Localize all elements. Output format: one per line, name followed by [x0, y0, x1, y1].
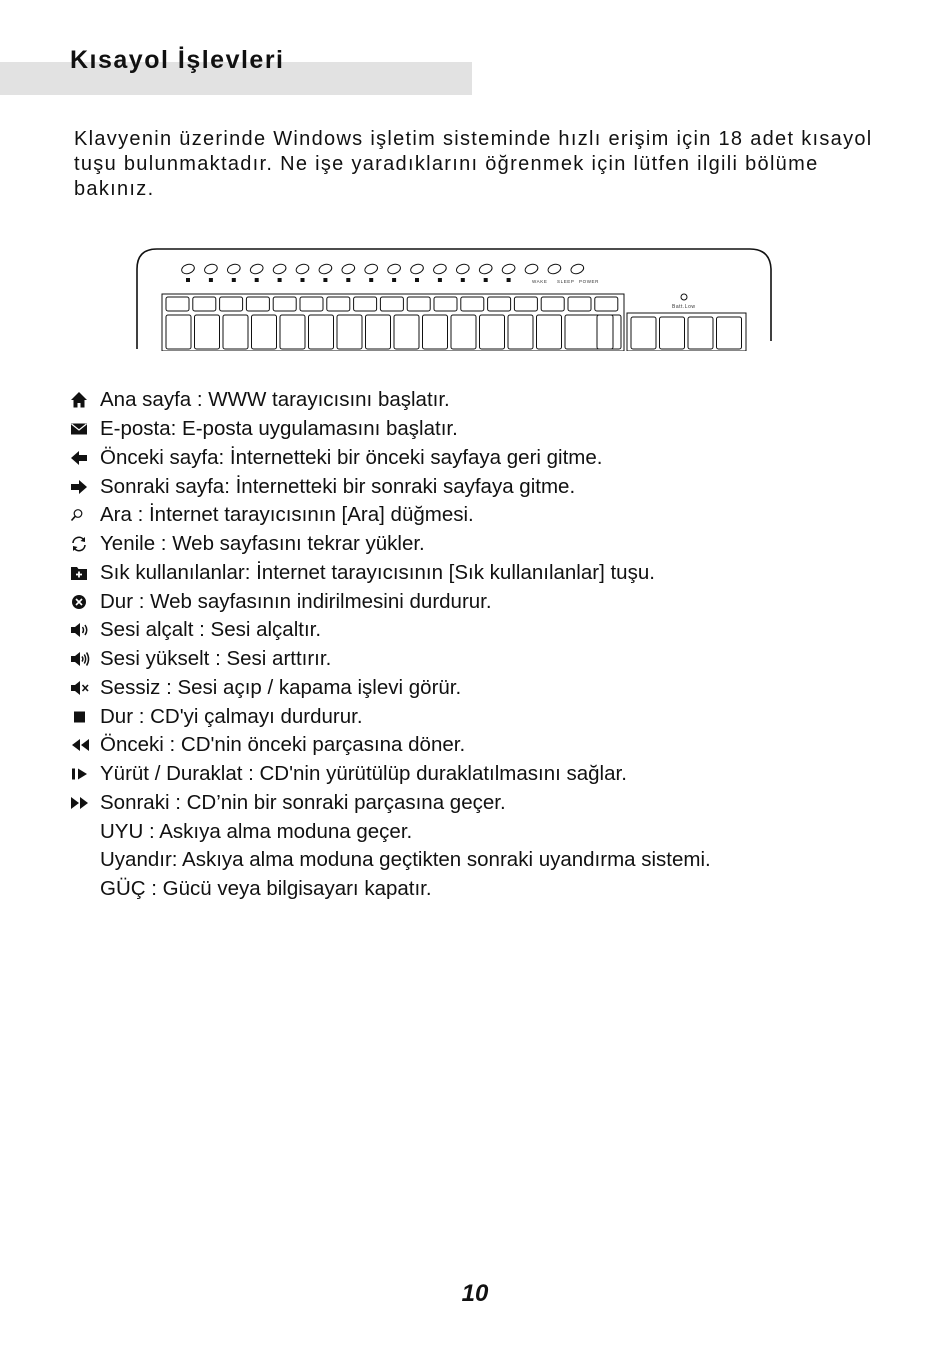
- stop-circle-icon: [70, 592, 100, 612]
- item-text: E-posta: E-posta uygulamasını başlatır.: [100, 417, 458, 441]
- key: [337, 315, 362, 349]
- list-item: [70, 702, 711, 731]
- key: [223, 315, 248, 349]
- key: [273, 297, 296, 311]
- key: [488, 297, 511, 311]
- key: [537, 315, 562, 349]
- list-item: [70, 530, 711, 559]
- item-text: Sesi alçalt : Sesi alçaltır.: [100, 618, 322, 642]
- key: [717, 317, 742, 349]
- hotkey: [501, 263, 516, 276]
- page-number: 10: [461, 1280, 489, 1307]
- list-item: [70, 731, 711, 760]
- key: [514, 297, 537, 311]
- hotkey: [180, 263, 195, 276]
- item-text: Uyandır: Askıya alma moduna geçtikten sonraki uyandırma sistemi.: [100, 848, 711, 872]
- hotkey: [226, 263, 241, 276]
- item-text: Sesi yükselt : Sesi arttırır.: [100, 647, 332, 671]
- hotkey-symbol: [369, 278, 373, 282]
- main-key-block: [162, 294, 624, 351]
- hotkey: [364, 263, 379, 276]
- volume-down-icon: [70, 620, 100, 640]
- page-title: Kısayol İşlevleri: [70, 46, 285, 74]
- key: [220, 297, 243, 311]
- hotkey: [455, 263, 470, 276]
- key: [508, 315, 533, 349]
- item-text: Yenile : Web sayfasını tekrar yükler.: [100, 532, 425, 556]
- key: [568, 297, 591, 311]
- hotkey: [249, 263, 264, 276]
- battery-low-led: [681, 294, 687, 300]
- item-text: Sonraki sayfa: İnternetteki bir sonraki sayfaya gitme.: [100, 474, 576, 498]
- hotkey-symbol: [438, 278, 442, 282]
- key: [434, 297, 457, 311]
- list-item: [70, 616, 711, 645]
- list-item: [70, 444, 711, 473]
- hotkey-symbol: [507, 278, 511, 282]
- hotkey-symbol: [461, 278, 465, 282]
- key: [166, 297, 189, 311]
- hotkey-symbols: [186, 278, 511, 282]
- item-text: Sessiz : Sesi açıp / kapama işlevi görür.: [100, 675, 462, 699]
- mute-icon: [70, 678, 100, 698]
- sleep-key-label: SLEEP: [557, 279, 575, 284]
- key: [195, 315, 220, 349]
- side-key-frame: [627, 313, 746, 351]
- item-text: Dur : CD'yi çalmayı durdurur.: [100, 704, 363, 728]
- hotkey: [547, 263, 562, 276]
- hotkey: [272, 263, 287, 276]
- key: [423, 315, 448, 349]
- hotkey: [524, 263, 539, 276]
- home-icon: [70, 390, 100, 410]
- shortcut-list: [70, 386, 711, 904]
- main-key-frame: [162, 294, 624, 351]
- intro-paragraph: Klavyenin üzerinde Windows işletim sisteminde hızlı erişim için 18 adet kısayol tuşu bulunmaktadır. Ne işe yaradıklarını öğrenmek için lütfen ilgili bölüme bakınız.: [74, 128, 873, 200]
- stop-square-icon: [70, 707, 100, 727]
- list-item: [70, 386, 711, 415]
- item-text: Sık kullanılanlar: İnternet tarayıcısının [Sık kullanılanlar] tuşu.: [100, 560, 655, 584]
- side-key-block: [627, 313, 746, 351]
- item-text: UYU : Askıya alma moduna geçer.: [100, 819, 413, 843]
- key: [394, 315, 419, 349]
- hotkey: [295, 263, 310, 276]
- battery-low-label: Batt.Low: [672, 304, 696, 310]
- list-item: [70, 472, 711, 501]
- next-track-icon: [70, 793, 100, 813]
- item-text: Önceki sayfa: İnternetteki bir önceki sayfaya geri gitme.: [100, 445, 603, 469]
- item-text: Sonraki : CD’nin bir sonraki parçasına geçer.: [100, 790, 506, 814]
- item-text: Ara : İnternet tarayıcısının [Ara] düğmesi.: [100, 503, 474, 527]
- list-item: [70, 415, 711, 444]
- hotkey-symbol: [209, 278, 213, 282]
- list-item: [70, 789, 711, 818]
- key: [451, 315, 476, 349]
- hotkey-symbol: [278, 278, 282, 282]
- list-item: [70, 760, 711, 789]
- hotkey-symbol: [484, 278, 488, 282]
- list-item: [70, 817, 711, 846]
- power-key-label: POWER: [579, 279, 600, 284]
- list-item: [70, 674, 711, 703]
- key: [354, 297, 377, 311]
- key: [631, 317, 656, 349]
- item-text: Ana sayfa : WWW tarayıcısını başlatır.: [100, 388, 450, 412]
- search-icon: [70, 505, 100, 525]
- hotkey: [409, 263, 424, 276]
- hotkey: [570, 263, 585, 276]
- list-item: [70, 846, 711, 875]
- list-item: [70, 645, 711, 674]
- key: [688, 317, 713, 349]
- play-pause-icon: [70, 764, 100, 784]
- hotkey: [478, 263, 493, 276]
- key: [309, 315, 334, 349]
- hotkey: [432, 263, 447, 276]
- key: [327, 297, 350, 311]
- forward-arrow-icon: [70, 477, 100, 497]
- item-text: Önceki : CD'nin önceki parçasına döner.: [100, 733, 466, 757]
- hotkey: [341, 263, 356, 276]
- keyboard-illustration: [136, 247, 776, 351]
- hotkey-symbol: [346, 278, 350, 282]
- key: [595, 297, 618, 311]
- key: [252, 315, 277, 349]
- favorites-folder-icon: [70, 563, 100, 583]
- key: [565, 315, 613, 349]
- hotkey-symbol: [301, 278, 305, 282]
- list-item: [70, 501, 711, 530]
- key: [461, 297, 484, 311]
- refresh-icon: [70, 534, 100, 554]
- key: [246, 297, 269, 311]
- hotkey: [318, 263, 333, 276]
- hotkey-symbol: [392, 278, 396, 282]
- mail-icon: [70, 419, 100, 439]
- key: [541, 297, 564, 311]
- hotkey-symbol: [323, 278, 327, 282]
- key: [380, 297, 403, 311]
- back-arrow-icon: [70, 448, 100, 468]
- item-text: GÜÇ : Gücü veya bilgisayarı kapatır.: [100, 877, 432, 901]
- key: [280, 315, 305, 349]
- key: [480, 315, 505, 349]
- key: [407, 297, 430, 311]
- key: [193, 297, 216, 311]
- item-text: Dur : Web sayfasının indirilmesini durdurur.: [100, 589, 492, 613]
- item-text: Yürüt / Duraklat : CD'nin yürütülüp duraklatılmasını sağlar.: [100, 762, 627, 786]
- wake-key-label: WAKE: [532, 279, 548, 284]
- list-item: [70, 875, 711, 904]
- key: [660, 317, 685, 349]
- hotkey-symbol: [415, 278, 419, 282]
- volume-up-icon: [70, 649, 100, 669]
- hotkey: [203, 263, 218, 276]
- list-item: [70, 587, 711, 616]
- hotkey-symbol: [255, 278, 259, 282]
- list-item: [70, 559, 711, 588]
- key: [166, 315, 191, 349]
- key: [300, 297, 323, 311]
- key: [597, 315, 621, 349]
- hotkey-symbol: [186, 278, 190, 282]
- previous-track-icon: [70, 735, 100, 755]
- hotkey: [387, 263, 402, 276]
- hotkey-symbol: [232, 278, 236, 282]
- key: [366, 315, 391, 349]
- keyboard-outline: [137, 249, 771, 349]
- hotkey-row: [180, 263, 584, 276]
